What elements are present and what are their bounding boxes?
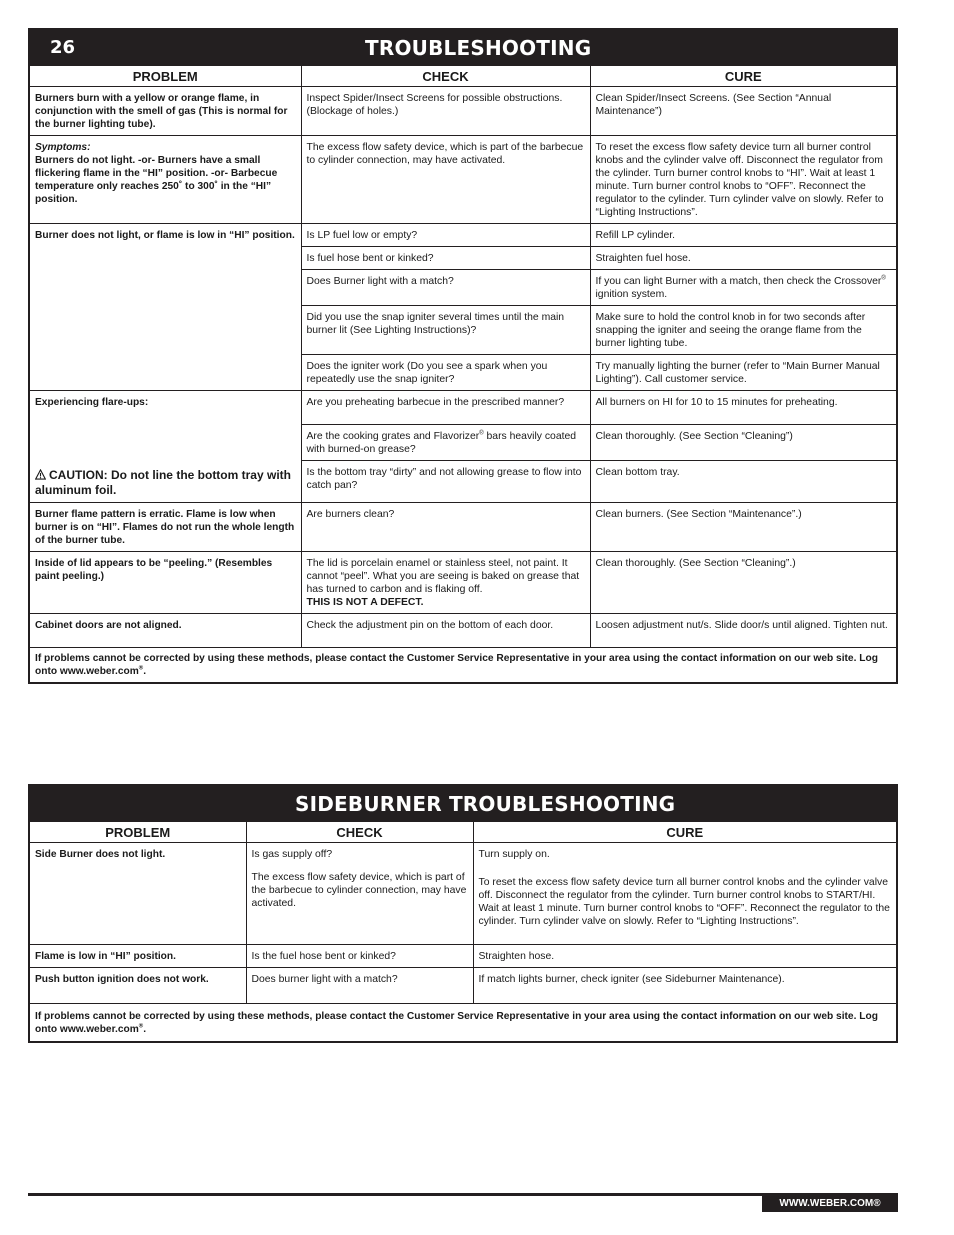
- check-cell: Is LP fuel low or empty?: [301, 224, 590, 247]
- cure-cell: Make sure to hold the control knob in for two seconds after snapping the igniter and seeing the orange flame from the burner lighting tube.: [590, 306, 896, 355]
- cure-cell: Clean thoroughly. (See Section “Cleaning”): [590, 425, 896, 461]
- troubleshooting-table: [30, 66, 896, 682]
- table-row: [30, 87, 896, 136]
- column-header-cure: CURE: [473, 822, 896, 843]
- check-cell: Are burners clean?: [301, 503, 590, 552]
- section-title: TROUBLESHOOTING: [365, 36, 592, 60]
- problem-cell: Burners burn with a yellow or orange flame, in conjunction with the smell of gas (This is normal for the burner lighting tube).: [30, 87, 301, 136]
- check-text: Are the cooking grates and Flavorizer: [306, 431, 480, 442]
- table-header-row: [30, 822, 896, 843]
- table-row: [30, 614, 896, 648]
- cure-text: To reset the excess flow safety device turn all burner control knobs and the cylinder valve off. Disconnect the regulator from the cylinder. Turn burner control knobs to START/HI. Wait at least 1 minute. Turn burner control knobs to “OFF”. Reconnect the regulator to the cylinder. Turn cylinder valve on slowly. Refer to “Lighting Instructions”.: [478, 877, 890, 927]
- cure-cell: Straighten fuel hose.: [590, 247, 896, 270]
- table-row: [30, 503, 896, 552]
- check-cell: Did you use the snap igniter several times until the main burner lit (See Lighting Instructions)?: [301, 306, 590, 355]
- cure-cell: Clean Spider/Insect Screens. (See Section “Annual Maintenance”): [590, 87, 896, 136]
- cure-cell: Clean bottom tray.: [590, 461, 896, 503]
- column-header-check: CHECK: [246, 822, 473, 843]
- footer-end: .: [143, 666, 147, 677]
- check-cell: [246, 843, 473, 945]
- cure-cell: To reset the excess flow safety device turn all burner control knobs and the cylinder valve off. Disconnect the regulator from the cylinder. Turn burner control knobs to “HI”. Wait at least 1 minute. Turn burner control knobs to “OFF”. Reconnect the regulator to the cylinder. Turn cylinder valve on slowly. Refer to “Lighting Instructions”.: [590, 136, 896, 224]
- warning-triangle-icon: [35, 469, 46, 480]
- check-text: The lid is porcelain enamel or stainless steel, not paint. It cannot “peel”. What you are seeing is baked on grease that has turned to carbon and is flaking off.: [306, 558, 580, 595]
- problem-cell: Inside of lid appears to be “peeling.” (Resembles paint peeling.): [30, 552, 301, 614]
- footer-note: [30, 1004, 896, 1042]
- cure-cell: [473, 843, 896, 945]
- check-cell: Does the igniter work (Do you see a spark when you repeatedly use the snap igniter?: [301, 355, 590, 391]
- caution-text: CAUTION: Do not line the bottom tray with aluminum foil.: [35, 468, 291, 497]
- problem-cell: Flame is low in “HI” position.: [30, 945, 246, 968]
- cure-cell: If match lights burner, check igniter (see Sideburner Maintenance).: [473, 968, 896, 1004]
- problem-text: Burners do not light. -or- Burners have a small flickering flame in the “HI” position. -or- Barbecue temperature only reaches 250˚ to 300˚ in the “HI” position.: [35, 155, 278, 205]
- website-link[interactable]: WWW.WEBER.COM®: [762, 1196, 898, 1212]
- cure-cell: Try manually lighting the burner (refer to “Main Burner Manual Lighting”). Call customer service.: [590, 355, 896, 391]
- table-row: [30, 224, 896, 247]
- check-cell: Does burner light with a match?: [246, 968, 473, 1004]
- footer-end: .: [143, 1024, 147, 1035]
- section-title: SIDEBURNER TROUBLESHOOTING: [295, 792, 676, 816]
- column-header-problem: PROBLEM: [30, 66, 301, 87]
- column-header-cure: CURE: [590, 66, 896, 87]
- table-row: [30, 136, 896, 224]
- cure-cell: Refill LP cylinder.: [590, 224, 896, 247]
- table-row: [30, 391, 896, 425]
- check-text-tail: bars heavily coated with burned-on grease?: [306, 431, 577, 455]
- cure-cell: Clean burners. (See Section “Maintenance”.): [590, 503, 896, 552]
- check-cell: Inspect Spider/Insect Screens for possible obstructions. (Blockage of holes.): [301, 87, 590, 136]
- problem-cell: Cabinet doors are not aligned.: [30, 614, 301, 648]
- problem-cell: [30, 136, 301, 224]
- check-text: Is gas supply off?: [251, 849, 333, 860]
- cure-text: Turn supply on.: [478, 849, 550, 860]
- column-header-check: CHECK: [301, 66, 590, 87]
- table-row: [30, 843, 896, 945]
- check-cell: Is the fuel hose bent or kinked?: [246, 945, 473, 968]
- section-title-bar: [30, 30, 896, 66]
- check-cell: Is fuel hose bent or kinked?: [301, 247, 590, 270]
- check-cell: [301, 552, 590, 614]
- registered-mark: ®: [881, 275, 886, 282]
- problem-cell: Burner flame pattern is erratic. Flame is low when burner is on “HI”. Flames do not run the whole length of the burner tube.: [30, 503, 301, 552]
- check-cell: Are you preheating barbecue in the prescribed manner?: [301, 391, 590, 425]
- registered-mark: ®: [138, 665, 144, 672]
- table-row: [30, 968, 896, 1004]
- section-title-bar: [30, 786, 896, 822]
- table-row: [30, 945, 896, 968]
- cure-text-tail: ignition system.: [595, 289, 668, 300]
- table-header-row: [30, 66, 896, 87]
- troubleshooting-section: [28, 28, 898, 684]
- cure-text: If you can light Burner with a match, then check the Crossover: [595, 276, 882, 287]
- cure-cell: Clean thoroughly. (See Section “Cleaning”.): [590, 552, 896, 614]
- problem-cell: Push button ignition does not work.: [30, 968, 246, 1004]
- footer-text: If problems cannot be corrected by using these methods, please contact the Customer Service Representative in your area using the contact information on our web site. Log onto www.weber.com: [35, 653, 878, 677]
- footer-note: [30, 648, 896, 683]
- problem-cell: Burner does not light, or flame is low in “HI” position.: [30, 224, 301, 391]
- check-cell: [301, 425, 590, 461]
- check-text: The excess flow safety device, which is part of the barbecue to cylinder connection, may have activated.: [251, 872, 467, 909]
- registered-mark: ®: [138, 1023, 144, 1030]
- cure-cell: [590, 270, 896, 306]
- problem-cell: [30, 391, 301, 503]
- table-footer-row: [30, 648, 896, 683]
- footer-text: If problems cannot be corrected by using these methods, please contact the Customer Service Representative in your area using the contact information on our web site. Log onto www.weber.com: [35, 1011, 878, 1035]
- column-header-problem: PROBLEM: [30, 822, 246, 843]
- check-cell: Does Burner light with a match?: [301, 270, 590, 306]
- sideburner-troubleshooting-section: [28, 784, 898, 1043]
- sideburner-troubleshooting-table: [30, 822, 896, 1041]
- cure-cell: Straighten hose.: [473, 945, 896, 968]
- check-emphasis: THIS IS NOT A DEFECT.: [306, 597, 424, 608]
- cure-cell: Loosen adjustment nut/s. Slide door/s until aligned. Tighten nut.: [590, 614, 896, 648]
- caution-note: [35, 468, 296, 498]
- check-cell: Check the adjustment pin on the bottom of each door.: [301, 614, 590, 648]
- check-cell: Is the bottom tray “dirty” and not allowing grease to flow into catch pan?: [301, 461, 590, 503]
- cure-cell: All burners on HI for 10 to 15 minutes for preheating.: [590, 391, 896, 425]
- page-number: 26: [50, 37, 76, 58]
- problem-cell: Side Burner does not light.: [30, 843, 246, 945]
- table-footer-row: [30, 1004, 896, 1042]
- symptoms-label: Symptoms:: [35, 142, 91, 153]
- check-cell: The excess flow safety device, which is part of the barbecue to cylinder connection, may have activated.: [301, 136, 590, 224]
- registered-mark: ®: [479, 430, 484, 437]
- table-row: [30, 552, 896, 614]
- problem-text: Experiencing flare-ups:: [35, 397, 149, 408]
